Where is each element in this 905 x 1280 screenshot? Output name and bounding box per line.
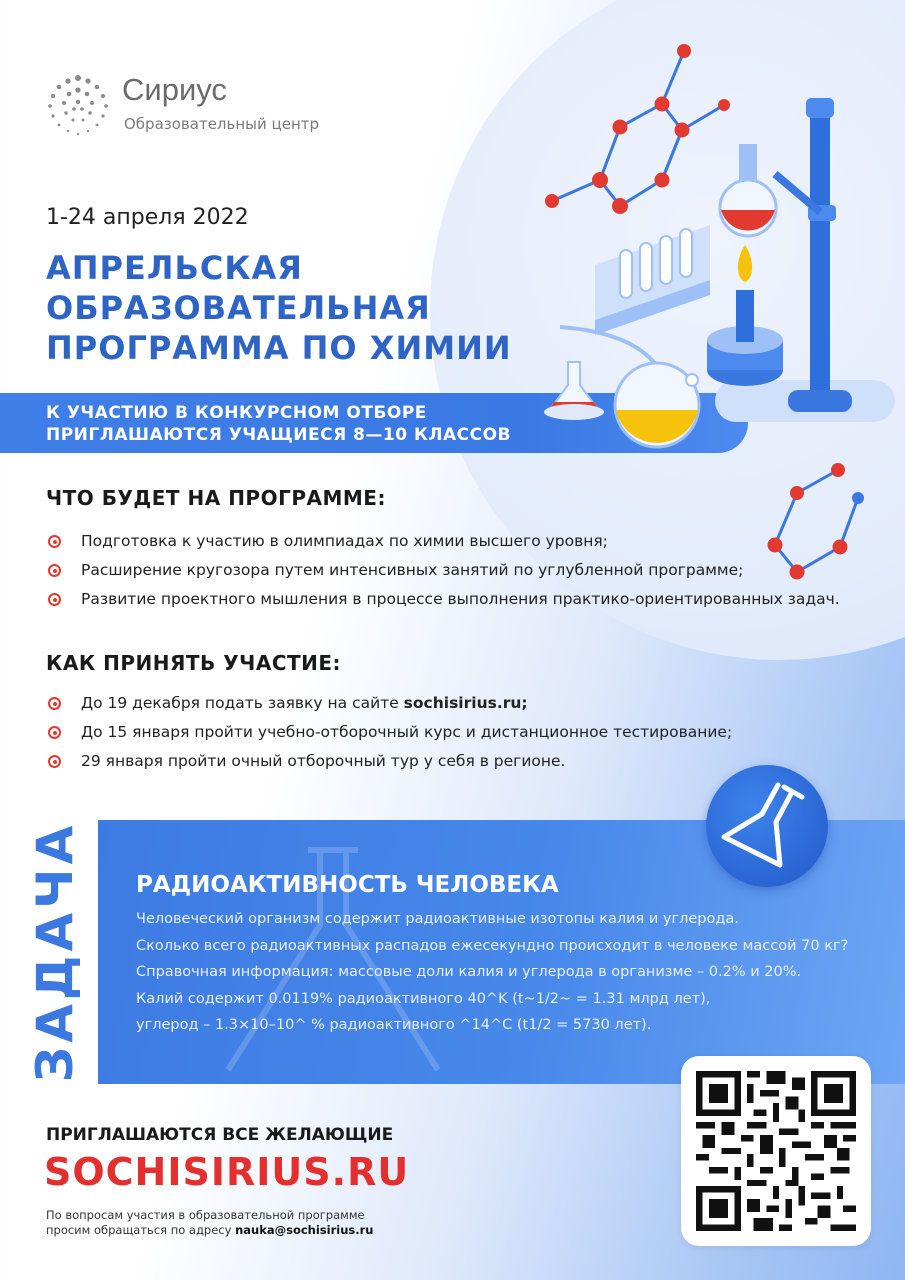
program-heading: ЧТО БУДЕТ НА ПРОГРАММЕ: <box>46 486 386 510</box>
task-line: углерод – 1.3×10–10^ % радиоактивного ^14^C (t1/2 = 5730 лет). <box>136 1017 652 1033</box>
bullet-icon <box>48 535 61 548</box>
sirius-logo-icon <box>44 72 112 138</box>
task-label <box>12 820 98 1084</box>
bullet-icon <box>48 697 61 710</box>
task-line: Калий содержит 0.0119% радиоактивного 40^K (t~1/2~ = 1.31 млрд лет), <box>136 990 711 1007</box>
task-line: Сколько всего радиоактивных распадов ежесекундно происходит в человеке массой 70 кг? <box>136 937 849 954</box>
contact-line: По вопросам участия в образовательной программе <box>46 1208 365 1222</box>
bullet-icon <box>48 564 61 577</box>
list-item <box>46 747 732 776</box>
contact-prefix: просим обращаться по адресу <box>46 1223 236 1237</box>
list-item-text: Подготовка к участию в олимпиадах по химии высшего уровня; <box>81 532 608 550</box>
sirius-logo <box>44 72 364 138</box>
invite-text: ПРИГЛАШАЮТСЯ ВСЕ ЖЕЛАЮЩИЕ <box>46 1125 394 1145</box>
task-line: Человеческий организм содержит радиоактивные изотопы калия и углерода. <box>136 911 739 927</box>
title-line: ОБРАЗОВАТЕЛЬНАЯ <box>46 289 431 327</box>
bullet-icon <box>48 726 61 739</box>
participation-list <box>46 689 732 776</box>
participation-heading: КАК ПРИНЯТЬ УЧАСТИЕ: <box>46 651 342 675</box>
title-line: АПРЕЛЬСКАЯ <box>46 249 303 287</box>
site-url[interactable]: SOCHISIRIUS.RU <box>44 1150 410 1194</box>
title-line: ПРОГРАММА ПО ХИМИИ <box>46 329 512 367</box>
eligibility-line: К УЧАСТИЮ В КОНКУРСНОМ ОТБОРЕ <box>46 403 427 423</box>
list-item-text: Развитие проектного мышления в процессе выполнения практико-ориентированных задач. <box>81 590 840 608</box>
program-dates: 1-24 апреля 2022 <box>46 205 249 230</box>
contact-info <box>46 1208 373 1238</box>
list-item <box>46 556 840 585</box>
bullet-icon <box>48 755 61 768</box>
list-item <box>46 527 840 556</box>
list-item <box>46 585 840 614</box>
page-title <box>46 248 586 368</box>
eligibility-text <box>46 402 511 446</box>
task-label-text: ЗАДАЧА <box>26 821 84 1083</box>
contact-line <box>46 1223 373 1238</box>
logo-subtitle: Образовательный центр <box>124 115 320 133</box>
program-list <box>46 527 840 614</box>
list-item-text: До 19 декабря подать заявку на сайте <box>81 694 404 712</box>
list-item-text: До 15 января пройти учебно-отборочный курс и дистанционное тестирование; <box>81 723 733 741</box>
task-title: РАДИОАКТИВНОСТЬ ЧЕЛОВЕКА <box>136 872 559 898</box>
logo-name: Сириус <box>122 72 227 107</box>
site-link[interactable]: sochisirius.ru; <box>403 694 528 712</box>
bullet-icon <box>48 593 61 606</box>
task-body <box>136 906 848 1039</box>
list-item <box>46 718 732 747</box>
eligibility-line: ПРИГЛАШАЮТСЯ УЧАЩИЕСЯ 8—10 КЛАССОВ <box>46 425 512 445</box>
list-item <box>46 689 732 718</box>
list-item-text: 29 января пройти очный отборочный тур у себя в регионе. <box>81 752 566 770</box>
flask-badge <box>706 765 828 887</box>
contact-email[interactable]: nauka@sochisirius.ru <box>235 1223 374 1237</box>
chemistry-lab-illustration <box>540 40 905 460</box>
qr-code-card[interactable] <box>681 1056 871 1246</box>
flask-icon <box>706 765 828 887</box>
qr-code-icon <box>696 1071 856 1231</box>
task-line: Справочная информация: массовые доли калия и углерода в организме – 0.2% и 20%. <box>136 964 802 980</box>
list-item-text: Расширение кругозора путем интенсивных занятий по углубленной программе; <box>81 561 744 579</box>
